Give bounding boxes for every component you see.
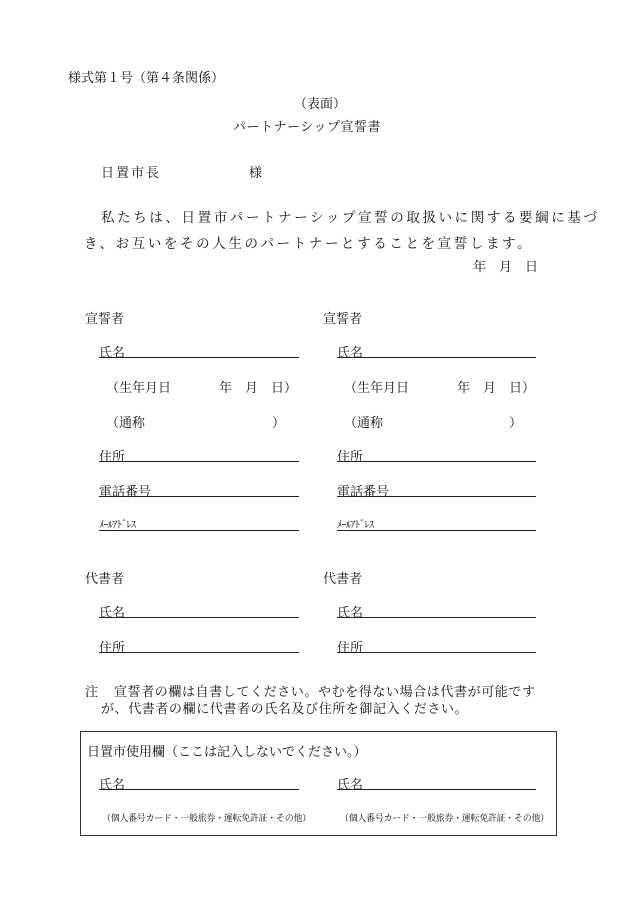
office-name-label: 氏名 xyxy=(337,778,364,793)
form-side-label: （表面） xyxy=(294,97,347,112)
office-use-heading: 日置市使用欄（ここは記入しないでください。） xyxy=(87,745,367,760)
alias-label: （通称 xyxy=(106,416,146,431)
declarant-heading: 宣誓者 xyxy=(323,312,363,327)
name-field[interactable] xyxy=(99,357,299,358)
address-field[interactable] xyxy=(337,461,536,462)
statement-line-2: き、お互いをその人生のパートナーとすることを宣誓します。 xyxy=(84,236,534,252)
proxy-name-field[interactable] xyxy=(99,617,299,618)
office-name-field xyxy=(99,789,299,790)
birthdate-field[interactable]: 年 月 日） xyxy=(457,381,536,396)
office-id-note: （個人番号カード・一般旅券・運転免許証・その他） xyxy=(340,814,549,824)
alias-close: ） xyxy=(272,416,286,431)
office-name-label: 氏名 xyxy=(99,778,126,793)
note-line-2: が、代書者の欄に代書者の氏名及び住所を御記入ください。 xyxy=(101,702,469,717)
proxy-name-field[interactable] xyxy=(337,617,536,618)
address-field[interactable] xyxy=(99,461,299,462)
birthdate-label: （生年月日 xyxy=(106,381,172,396)
proxy-heading: 代書者 xyxy=(85,572,125,587)
email-label: ﾒｰﾙｱﾄﾞﾚｽ xyxy=(99,520,136,531)
proxy-address-field[interactable] xyxy=(337,652,536,653)
birthdate-label: （生年月日 xyxy=(344,381,410,396)
form-title: パートナーシップ宣誓書 xyxy=(233,120,381,135)
alias-close: ） xyxy=(509,416,523,431)
name-label: 氏名 xyxy=(337,346,364,361)
name-field[interactable] xyxy=(337,357,536,358)
email-field[interactable] xyxy=(99,530,299,531)
address-label: 住所 xyxy=(99,450,126,465)
proxy-name-label: 氏名 xyxy=(337,606,364,621)
proxy-heading: 代書者 xyxy=(323,572,363,587)
proxy-address-field[interactable] xyxy=(99,652,299,653)
office-id-note: （個人番号カード・一般旅券・運転免許証・その他） xyxy=(102,814,311,824)
statement-date: 年 月 日 xyxy=(473,260,539,275)
office-name-field xyxy=(337,789,536,790)
phone-label: 電話番号 xyxy=(337,485,390,500)
recipient-label: 日置市長 xyxy=(101,166,162,181)
alias-label: （通称 xyxy=(344,416,384,431)
email-label: ﾒｰﾙｱﾄﾞﾚｽ xyxy=(337,520,374,531)
email-field[interactable] xyxy=(337,530,536,531)
proxy-name-label: 氏名 xyxy=(99,606,126,621)
declarant-heading: 宣誓者 xyxy=(85,312,125,327)
note-label: 注 xyxy=(85,685,99,700)
address-label: 住所 xyxy=(337,450,364,465)
phone-field[interactable] xyxy=(337,496,536,497)
note-line-1: 宣誓者の欄は自書してください。やむを得ない場合は代書が可能です xyxy=(114,685,536,700)
proxy-address-label: 住所 xyxy=(337,641,364,656)
statement-line-1: 私たちは、日置市パートナーシップ宣誓の取扱いに関する要綱に基づ xyxy=(101,210,600,226)
form-number: 様式第１号（第４条関係） xyxy=(68,71,225,86)
phone-field[interactable] xyxy=(99,496,299,497)
name-label: 氏名 xyxy=(99,346,126,361)
proxy-address-label: 住所 xyxy=(99,641,126,656)
birthdate-field[interactable]: 年 月 日） xyxy=(219,381,298,396)
phone-label: 電話番号 xyxy=(99,485,152,500)
recipient-honorific: 様 xyxy=(249,166,263,181)
